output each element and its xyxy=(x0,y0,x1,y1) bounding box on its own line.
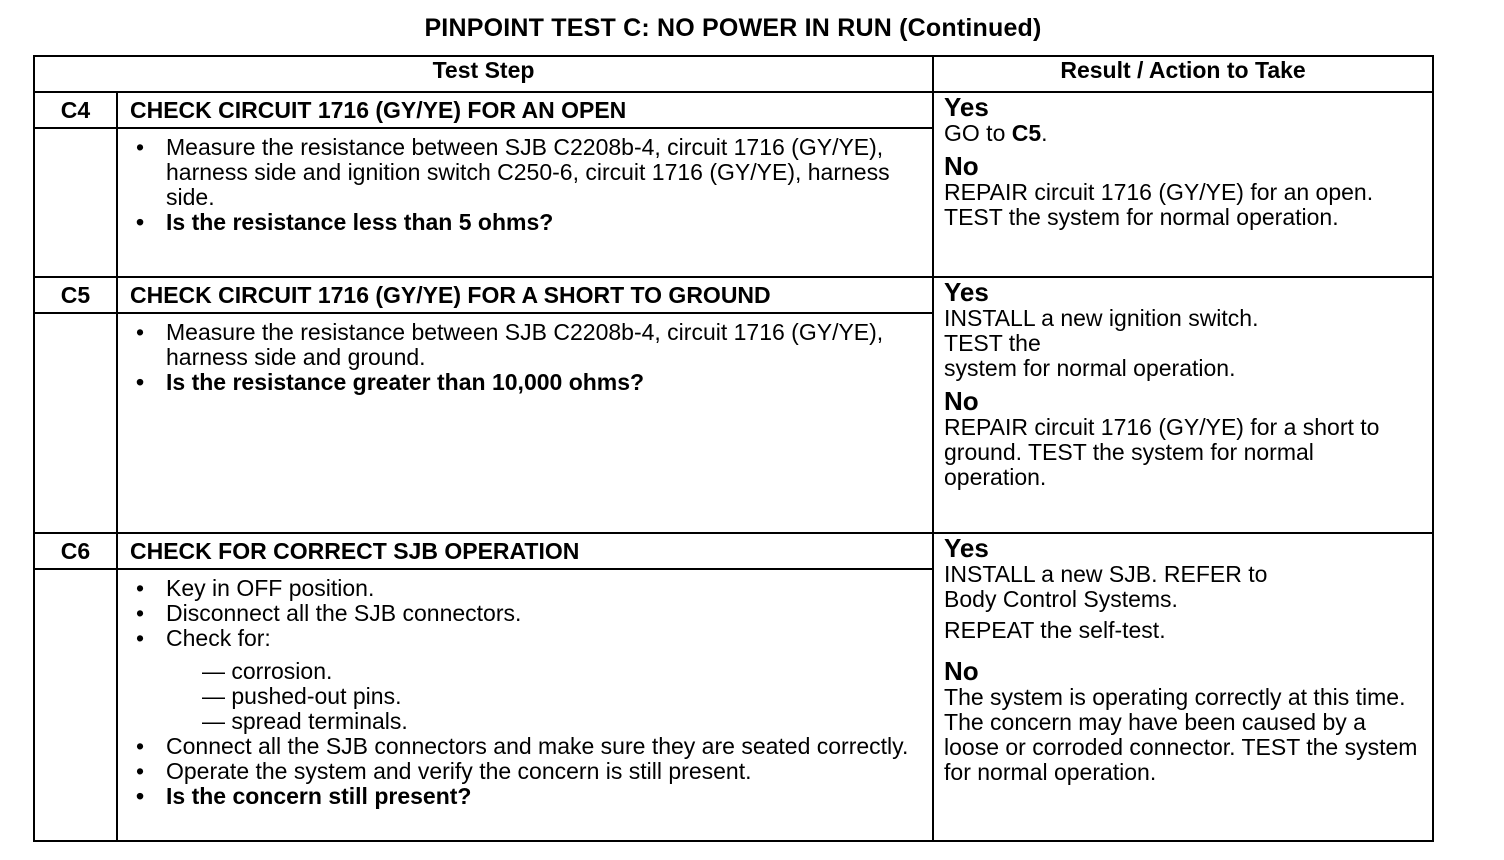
page-title: PINPOINT TEST C: NO POWER IN RUN (Continued) xyxy=(424,14,1042,42)
yes-label: Yes xyxy=(944,277,989,307)
pinpoint-test-table xyxy=(33,55,1434,842)
list-item: • Operate the system and verify the concern is still present. xyxy=(136,758,752,784)
list-item: • Connect all the SJB connectors and make sure they are seated correctly. xyxy=(136,733,909,759)
step-c4-heading-row xyxy=(34,92,1433,128)
yes-action: REPEAT the self-test. xyxy=(944,617,1166,643)
yes-action: INSTALL a new SJB. REFER to xyxy=(944,561,1268,587)
list-item: • Disconnect all the SJB connectors. xyxy=(136,600,522,626)
yes-label: Yes xyxy=(944,533,989,563)
step-body xyxy=(117,128,933,277)
yes-action: system for normal operation. xyxy=(944,355,1236,381)
step-c6-heading-row xyxy=(34,533,1433,569)
step-body xyxy=(117,569,933,841)
result-header: Result / Action to Take xyxy=(933,56,1433,92)
no-label: No xyxy=(944,656,979,686)
step-id: C4 xyxy=(34,92,117,128)
list-item: • Measure the resistance between SJB C2208b-4, circuit 1716 (GY/YE), harness side and ground. xyxy=(136,319,884,370)
step-result xyxy=(933,533,1433,841)
list-item: — pushed-out pins. xyxy=(202,683,402,709)
yes-label: Yes xyxy=(944,92,989,122)
step-question: • Is the resistance greater than 10,000 ohms? xyxy=(136,369,645,395)
no-action: REPAIR circuit 1716 (GY/YE) for an open. TEST the system for normal operation. xyxy=(944,179,1374,230)
check-list xyxy=(166,659,924,734)
step-heading: CHECK FOR CORRECT SJB OPERATION xyxy=(117,533,933,569)
step-id: C5 xyxy=(34,277,117,313)
no-label: No xyxy=(944,386,979,416)
list-item: • Measure the resistance between SJB C2208b-4, circuit 1716 (GY/YE), harness side and ignition switch C250-6, circuit 1716 (GY/YE), harness side. xyxy=(136,134,890,210)
yes-action: INSTALL a new ignition switch. xyxy=(944,305,1259,331)
step-heading: CHECK CIRCUIT 1716 (GY/YE) FOR A SHORT TO GROUND xyxy=(117,277,933,313)
list-item: • Key in OFF position. xyxy=(136,575,375,601)
step-heading: CHECK CIRCUIT 1716 (GY/YE) FOR AN OPEN xyxy=(117,92,933,128)
test-step-header: Test Step xyxy=(34,56,933,92)
step-id: C6 xyxy=(34,533,117,569)
step-c5-heading-row xyxy=(34,277,1433,313)
yes-action: Body Control Systems. xyxy=(944,586,1178,612)
list-item: — corrosion. xyxy=(202,658,333,684)
step-question: • Is the resistance less than 5 ohms? xyxy=(136,209,554,235)
yes-action: GO to C5. xyxy=(944,120,1048,146)
yes-action: TEST the xyxy=(944,330,1041,356)
step-body xyxy=(117,313,933,533)
no-label: No xyxy=(944,151,979,181)
list-item: • Check for: — corrosion. — pushed-out pins. — spread terminals. xyxy=(128,626,924,734)
no-action: The system is operating correctly at this time. The concern may have been caused by a loose or corroded connector. TEST the system for normal operation. xyxy=(944,684,1418,785)
step-result xyxy=(933,92,1433,277)
list-item: — spread terminals. xyxy=(202,708,408,734)
step-result xyxy=(933,277,1433,533)
no-action: REPAIR circuit 1716 (GY/YE) for a short to ground. TEST the system for normal operation. xyxy=(944,414,1380,490)
step-question: • Is the concern still present? xyxy=(136,783,472,809)
table-header-row xyxy=(34,56,1433,92)
